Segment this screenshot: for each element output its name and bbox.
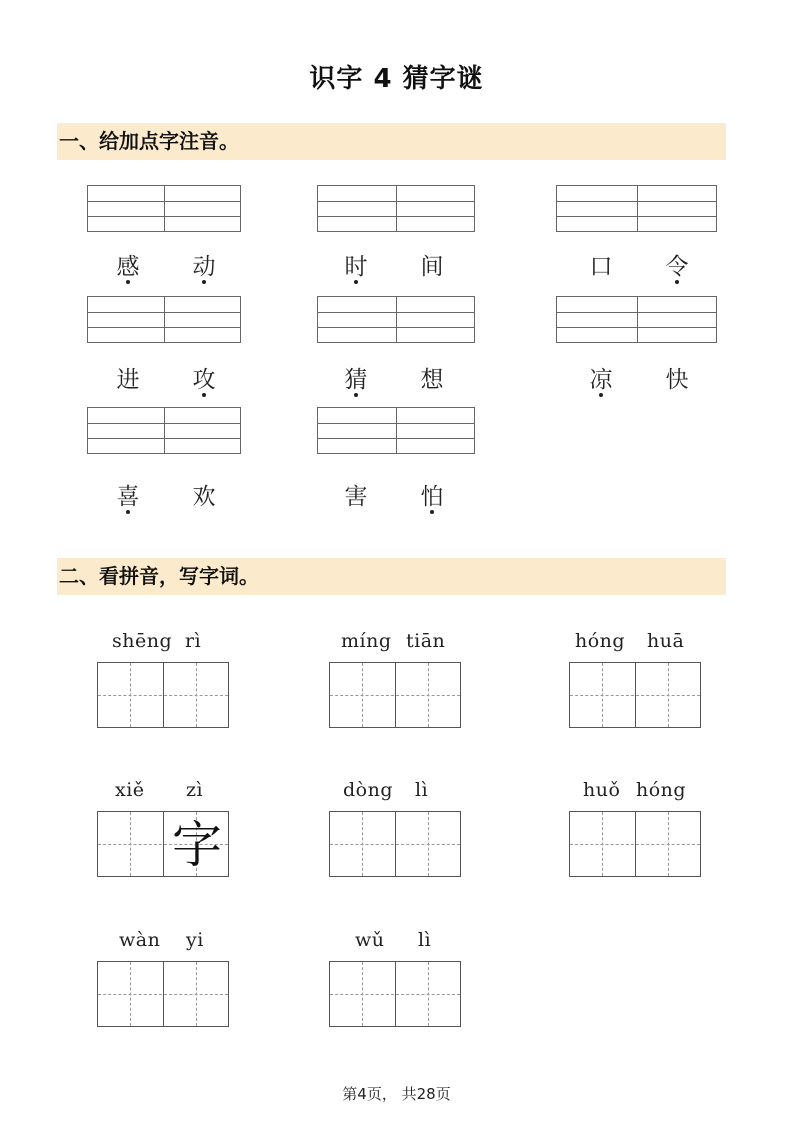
character-writing-grid[interactable] [569, 811, 701, 877]
pinyin-writing-box[interactable] [317, 185, 475, 232]
pinyin-writing-box[interactable] [87, 296, 241, 343]
character-writing-grid[interactable] [97, 961, 229, 1027]
dotted-character: 怕 [417, 478, 447, 511]
character: 害 [344, 484, 368, 510]
character: 口 [589, 254, 613, 280]
pinyin-syllable: wàn [119, 929, 161, 951]
dotted-character: 感 [113, 248, 143, 281]
dotted-character: 猜 [341, 361, 371, 394]
pinyin-syllable: lì [415, 779, 429, 801]
character: 间 [420, 254, 444, 280]
pinyin-syllable: lì [418, 929, 432, 951]
pinyin-writing-box[interactable] [87, 407, 241, 454]
dotted-character: 凉 [586, 361, 616, 394]
pinyin-syllable: zì [186, 779, 204, 801]
pinyin-writing-box[interactable] [87, 185, 241, 232]
dotted-character: 攻 [189, 361, 219, 394]
section2-heading: 二、看拼音，写字词。 [57, 558, 726, 595]
pinyin-writing-box[interactable] [317, 407, 475, 454]
pinyin-writing-box[interactable] [556, 185, 717, 232]
pinyin-syllable: huǒ [583, 779, 621, 801]
pinyin-writing-box[interactable] [317, 296, 475, 343]
pinyin-syllable: huā [647, 630, 685, 652]
character-writing-grid[interactable] [97, 811, 229, 877]
pinyin-syllable: yi [186, 929, 204, 951]
pinyin-syllable: míng [341, 630, 392, 652]
sample-character: 字 [172, 816, 222, 874]
dotted-character: 动 [189, 248, 219, 281]
pinyin-syllable: xiě [115, 779, 145, 801]
pinyin-writing-box[interactable] [556, 296, 717, 343]
pinyin-syllable: rì [185, 630, 202, 652]
character: 快 [665, 367, 689, 393]
page-footer: 第4页， 共28页 [342, 1085, 451, 1103]
worksheet-title: 识字 4 猜字谜 [309, 64, 484, 94]
pinyin-syllable: tiān [406, 630, 446, 652]
pinyin-syllable: wǔ [355, 929, 385, 951]
dotted-character: 时 [341, 248, 371, 281]
pinyin-syllable: hóng [575, 630, 626, 652]
character-writing-grid[interactable] [329, 662, 461, 728]
character-writing-grid[interactable] [569, 662, 701, 728]
character-writing-grid[interactable] [329, 811, 461, 877]
pinyin-syllable: hóng [636, 779, 687, 801]
dotted-character: 喜 [113, 478, 143, 511]
character: 欢 [192, 484, 216, 510]
character-writing-grid[interactable] [97, 662, 229, 728]
section1-heading: 一、给加点字注音。 [57, 123, 726, 160]
character-writing-grid[interactable] [329, 961, 461, 1027]
character: 想 [420, 367, 444, 393]
pinyin-syllable: dòng [343, 779, 394, 801]
pinyin-syllable: shēng [112, 630, 173, 652]
character: 进 [116, 367, 140, 393]
dotted-character: 令 [662, 248, 692, 281]
